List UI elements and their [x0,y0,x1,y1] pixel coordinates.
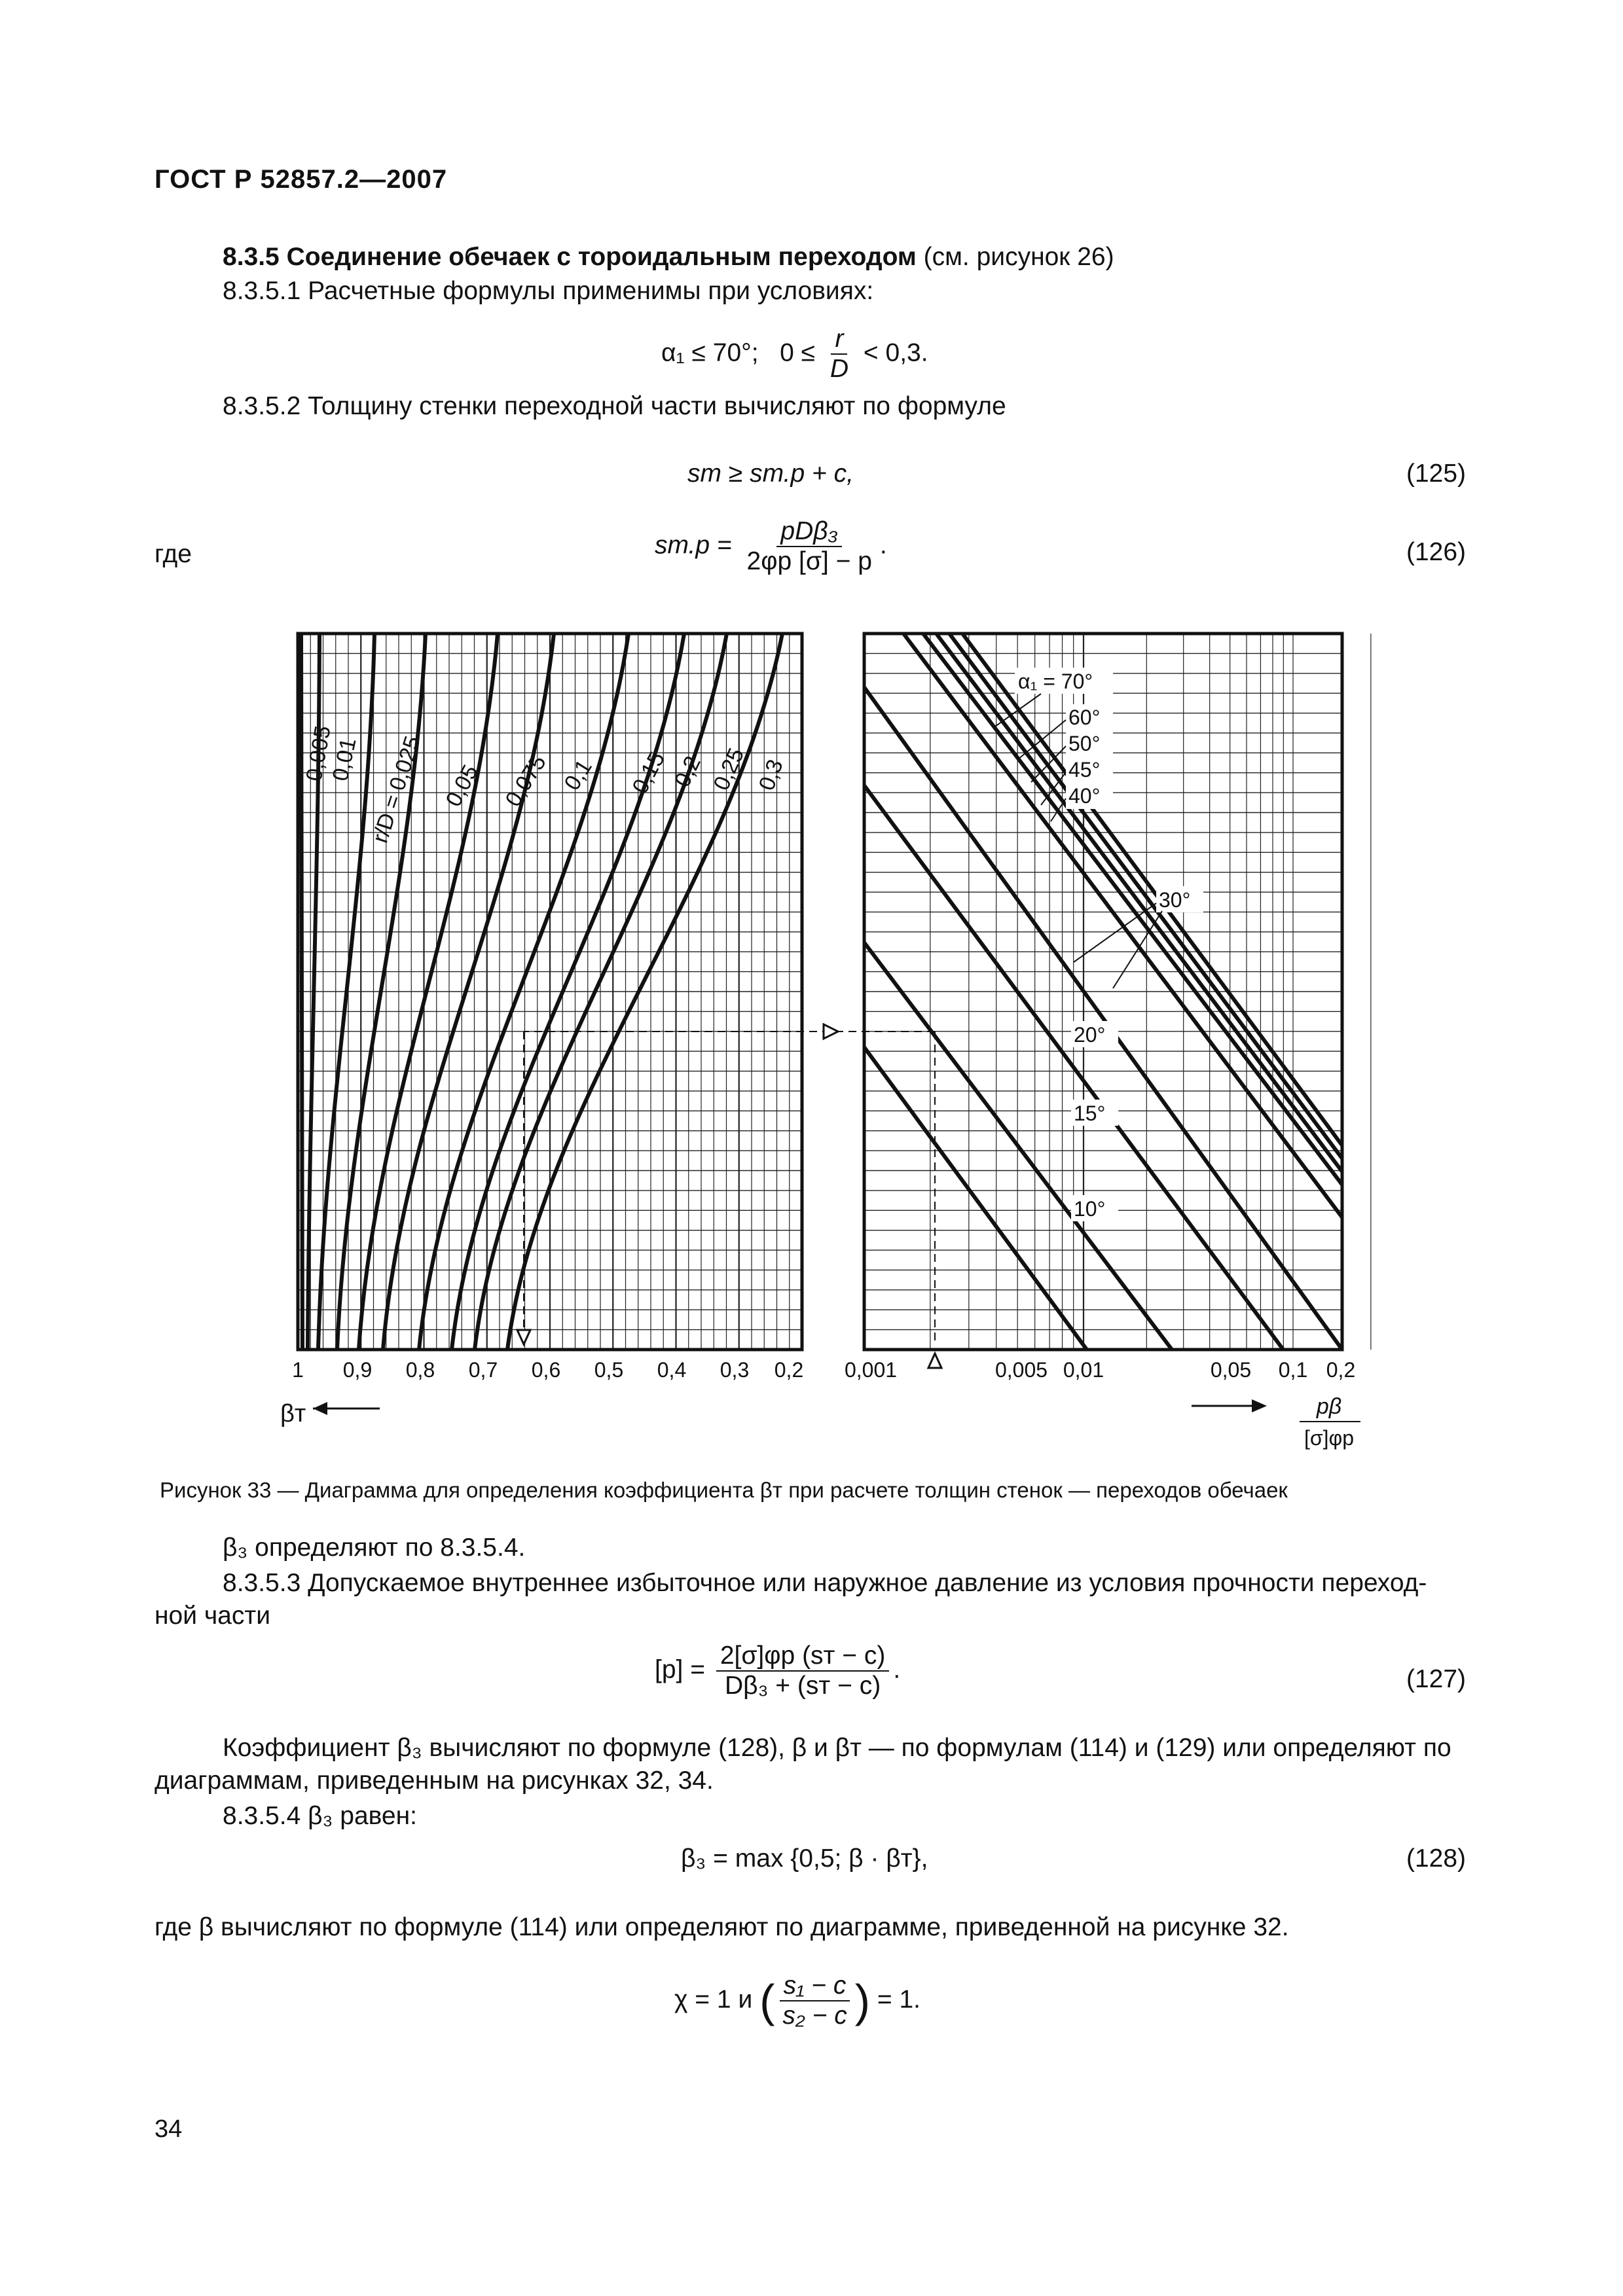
curve-label-015: 0,15 [627,747,670,798]
equation-126-num: pDβ₃ [776,517,842,547]
equation-chi-den: s₂ − c [782,2001,847,2030]
right-tick-0005: 0,005 [994,1358,1048,1382]
equation-127-tail: . [893,1655,901,1684]
equation-127-number: (127) [1406,1665,1466,1693]
angle-label-20: 20° [1074,1023,1106,1047]
paragraph-8-3-5-2: 8.3.5.2 Толщину стенки переходной части вычисляют по формуле [223,392,1006,420]
angle-label-70: α₁ = 70° [1018,670,1093,693]
paren-close-glyph: ) [854,1975,871,2026]
left-tick-03: 0,3 [720,1358,750,1382]
x-right-axis-den: [σ]φр [1304,1426,1355,1450]
section-title-bold: 8.3.5 Соединение обечаек с тороидальным переходом [223,243,917,271]
where-label: где [155,540,192,568]
left-tick-04: 0,4 [657,1358,687,1382]
curve-label-02: 0,2 [670,752,706,791]
x-left-arrow-head [313,1402,327,1415]
equation-chi-lhs: χ = 1 и [674,1985,753,2014]
equation-128-number: (128) [1406,1844,1466,1873]
angle-label-15: 15° [1074,1102,1106,1125]
right-tick-005: 0,05 [1210,1358,1252,1382]
equation-chi-rhs: = 1. [877,1985,921,2014]
right-tick-0001: 0,001 [844,1358,898,1382]
paren-open-glyph: ( [759,1975,775,2026]
left-tick-1: 1 [292,1358,304,1382]
curve-label-03: 0,3 [754,756,788,794]
curve-label-0025: r/D = 0,025 [367,732,426,846]
curve-label-0075: 0,075 [500,750,551,812]
angle-label-30: 30° [1159,888,1191,912]
condition-alpha: α₁ ≤ 70°; [661,338,759,367]
condition-ratio-pre: 0 ≤ [780,338,816,367]
example-arrow-up [928,1354,941,1368]
left-tick-07: 0,7 [468,1358,498,1382]
condition-fraction-den: D [830,355,849,383]
figure-caption: Рисунок 33 — Диаграмма для определения коэффициента βт при расчете толщин стенок — переходов обечаек [160,1478,1288,1502]
beta3-reference: β₃ определяют по 8.3.5.4. [223,1534,526,1562]
curve-label-0005: 0,005 [301,723,336,783]
equation-127-den: Dβ₃ + (sт − c) [724,1672,881,1700]
condition-ratio-post: < 0,3. [863,338,928,367]
equation-chi [674,1971,921,2030]
equation-126-den: 2φр [σ] − p [746,547,872,575]
x-left-axis-label: βт [280,1400,306,1427]
right-tick-02: 0,2 [1326,1358,1356,1382]
left-tick-08: 0,8 [405,1358,435,1382]
curve-label-025: 0,25 [708,744,750,795]
condition-fraction-num: r [831,325,847,355]
alpha-line [864,942,1172,1350]
left-tick-06: 0,6 [531,1358,561,1382]
angle-label-45: 45° [1068,758,1101,781]
right-grid [864,634,1371,1350]
equation-126-lhs: sт.р = [655,531,732,560]
angle-label-60: 60° [1068,706,1101,729]
paragraph-8-3-5-4: 8.3.5.4 β₃ равен: [223,1802,417,1830]
curve-label-001: 0,01 [327,736,361,783]
example-arrow-left [824,1024,838,1039]
paragraph-8-3-5-3-line2: ной части [155,1602,271,1630]
left-grid [298,634,802,1350]
alpha-line [962,634,1342,1145]
curve-label-005: 0,05 [441,761,484,811]
equation-125: sт ≥ sт.р + c, [687,459,854,488]
section-title-ref: (см. рисунок 26) [916,243,1114,271]
left-tick-05: 0,5 [594,1358,624,1382]
equation-127-fraction [716,1641,890,1700]
left-tick-02: 0,2 [774,1358,804,1382]
paragraph-8-3-5-3-line1: 8.3.5.3 Допускаемое внутреннее избыточное или наружное давление из условия прочности переход- [223,1569,1427,1597]
left-tick-09: 0,9 [342,1358,373,1382]
paragraph-coefficient-line1: Коэффициент β₃ вычисляют по формуле (128), β и βт — по формулам (114) и (129) или определяют по [223,1734,1451,1762]
angle-label-10: 10° [1074,1197,1106,1221]
paragraph-8-3-5-1: 8.3.5.1 Расчетные формулы применимы при условиях: [223,277,874,305]
x-right-arrow-head [1252,1399,1267,1412]
example-arrow-down [517,1330,530,1344]
equation-126-tail: . [879,531,887,560]
x-right-axis-num: pβ [1316,1394,1342,1419]
equation-126-number: (126) [1406,538,1466,566]
document-header: ГОСТ Р 52857.2—2007 [155,165,448,194]
example-path [524,1031,935,1342]
equation-127 [655,1641,900,1700]
angle-label-50: 50° [1068,732,1101,755]
paragraph-coefficient-line2: диаграммам, приведенным на рисунках 32, 34. [155,1767,714,1795]
curve-label-01: 0,1 [559,755,597,795]
rd-curve [301,634,302,1350]
equation-chi-num: s₁ − c [780,1971,850,2001]
page-number: 34 [155,2115,183,2143]
equation-chi-fraction [778,1971,850,2030]
equation-127-lhs: [p] = [655,1655,705,1684]
equation-128: β₃ = max {0,5; β · βт}, [681,1844,928,1873]
paragraph-beta-note: где β вычисляют по формуле (114) или определяют по диаграмме, приведенной на рисунке 32. [155,1913,1289,1941]
right-tick-001: 0,01 [1063,1358,1104,1382]
right-tick-01: 0,1 [1278,1358,1308,1382]
equation-127-num: 2[σ]φр (sт − c) [716,1641,890,1672]
equation-125-number: (125) [1406,459,1466,488]
angle-label-40: 40° [1068,784,1101,808]
